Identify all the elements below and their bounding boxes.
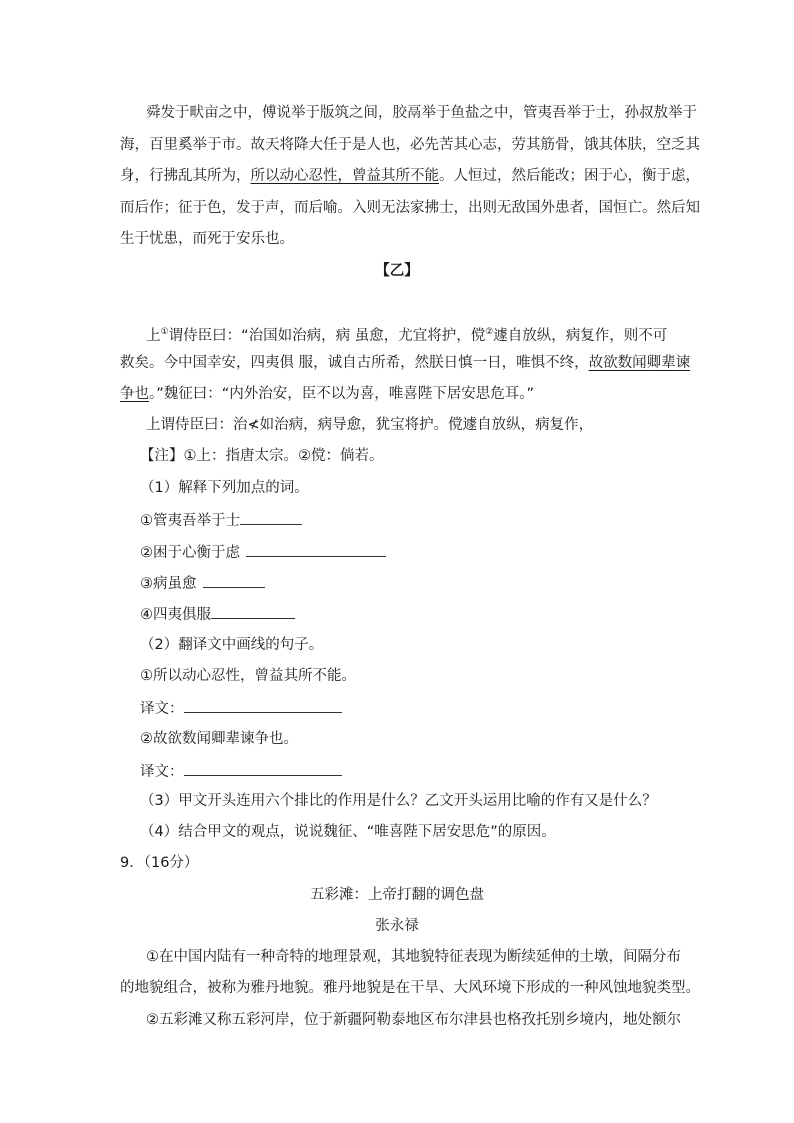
yi-line-1	[146, 322, 667, 346]
yi-line-3	[120, 384, 534, 404]
yi-line-4: 上谓侍臣曰：治≮如治病，病导愈，犹宝将护。傥遽自放纵，病复作，	[146, 417, 594, 433]
question-1-item-2-text: ②困于心衡于虑	[140, 545, 240, 561]
question-1-item-1-text: ①管夷吾举于士	[140, 513, 240, 529]
question-1-item-4	[140, 603, 295, 625]
jia-line-3	[120, 166, 700, 186]
jia-line-4: 而后作；征于色，发于声，而后喻。入则无法家拂士，出则无敌国外患者，国恒亡。然后知	[120, 200, 700, 216]
question-1-item-4-text: ④四夷俱服	[140, 607, 211, 623]
question-1-item-3-text: ③病虽愈	[140, 576, 197, 592]
question-1-item-3	[140, 572, 265, 594]
jia-line-1: 舜发于畎亩之中，傅说举于版筑之间，胶鬲举于鱼盐之中，管夷吾举于士，孙叔敖举于	[146, 105, 697, 121]
translation-label-2: 译文：	[140, 764, 184, 780]
yi-heading: 【乙】	[375, 263, 419, 279]
underlined-sentence-1: 所以动心忍性，曾益其所不能	[250, 168, 439, 184]
article-p1-line-1: ①在中国内陆有一种奇特的地理景观，其地貌特征表现为断续延伸的土墩，间隔分布	[146, 949, 681, 965]
jia-line-5: 生于忧患，而死于安乐也。	[120, 231, 294, 247]
footnote: 【注】①上：指唐太宗。②傥：倘若。	[140, 448, 384, 464]
answer-blank-3[interactable]	[203, 572, 265, 588]
underlined-sentence-2b: 争也	[120, 386, 149, 402]
jia-line-3-end: 。人恒过，然后能改；困于心，衡于虑，	[439, 168, 700, 184]
jia-line-3-start: 身，行拂乱其所为，	[120, 168, 251, 184]
translation-blank-2[interactable]	[184, 760, 342, 776]
question-2: （2）翻译文中画线的句子。	[140, 637, 324, 653]
answer-blank-1[interactable]	[240, 509, 302, 525]
jia-line-2: 海，百里奚举于市。故天将降大任于是人也，必先苦其心志，劳其筋骨，饿其体肤，空乏其	[120, 137, 700, 153]
question-9-number: 9．（16分）	[120, 855, 199, 871]
yi-line-2	[120, 353, 690, 373]
translation-label-1: 译文：	[140, 701, 184, 717]
question-4: （4）结合甲文的观点，说说魏征、“唯喜陛下居安思危”的原因。	[140, 824, 556, 840]
translation-line-1	[140, 697, 342, 719]
yi-line-2-a: 救矣。今中国幸安，四夷俱 服，诚自古所希，然朕日慎一日，唯惧不终，	[120, 355, 589, 371]
footnote-marker-2: ②	[485, 327, 494, 337]
translation-blank-1[interactable]	[184, 697, 342, 713]
yi-line-1-b: 谓侍臣曰：“治国如治病，病 虽愈，尤宜将护，傥	[168, 328, 486, 344]
question-1-item-2	[140, 541, 386, 563]
answer-blank-2[interactable]	[246, 541, 386, 557]
article-p1-line-2: 的地貌组合，被称为雅丹地貌。雅丹地貌是在干旱、大风环境下形成的一种风蚀地貌类型。	[120, 980, 700, 996]
yi-line-1-c: 遽自放纵，病复作，则不可	[493, 328, 668, 344]
yi-line-1-a: 上	[146, 328, 161, 344]
yi-line-3-b: 。”魏征曰：“内外治安，臣不以为喜，唯喜陛下居安思危耳。”	[149, 386, 535, 402]
question-1: （1）解释下列加点的词。	[140, 480, 309, 496]
question-2-item-2: ②故欲数闻卿辈谏争也。	[140, 731, 298, 747]
question-1-item-1	[140, 509, 302, 531]
answer-blank-4[interactable]	[211, 603, 295, 619]
footnote-marker-1: ①	[160, 327, 169, 337]
question-2-item-1: ①所以动心忍性，曾益其所不能。	[140, 668, 356, 684]
question-3: （3）甲文开头连用六个排比的作用是什么？乙文开头运用比喻的作有又是什么？	[140, 793, 657, 809]
translation-line-2	[140, 760, 342, 782]
article-p2-line-1: ②五彩滩又称五彩河岸，位于新疆阿勒泰地区布尔津县也格孜托别乡境内，地处额尔	[146, 1012, 681, 1028]
underlined-sentence-2a: 故欲数闻卿辈谏	[588, 355, 691, 371]
article-title: 五彩滩：上帝打翻的调色盘	[310, 887, 484, 903]
article-author: 张永禄	[375, 918, 419, 934]
